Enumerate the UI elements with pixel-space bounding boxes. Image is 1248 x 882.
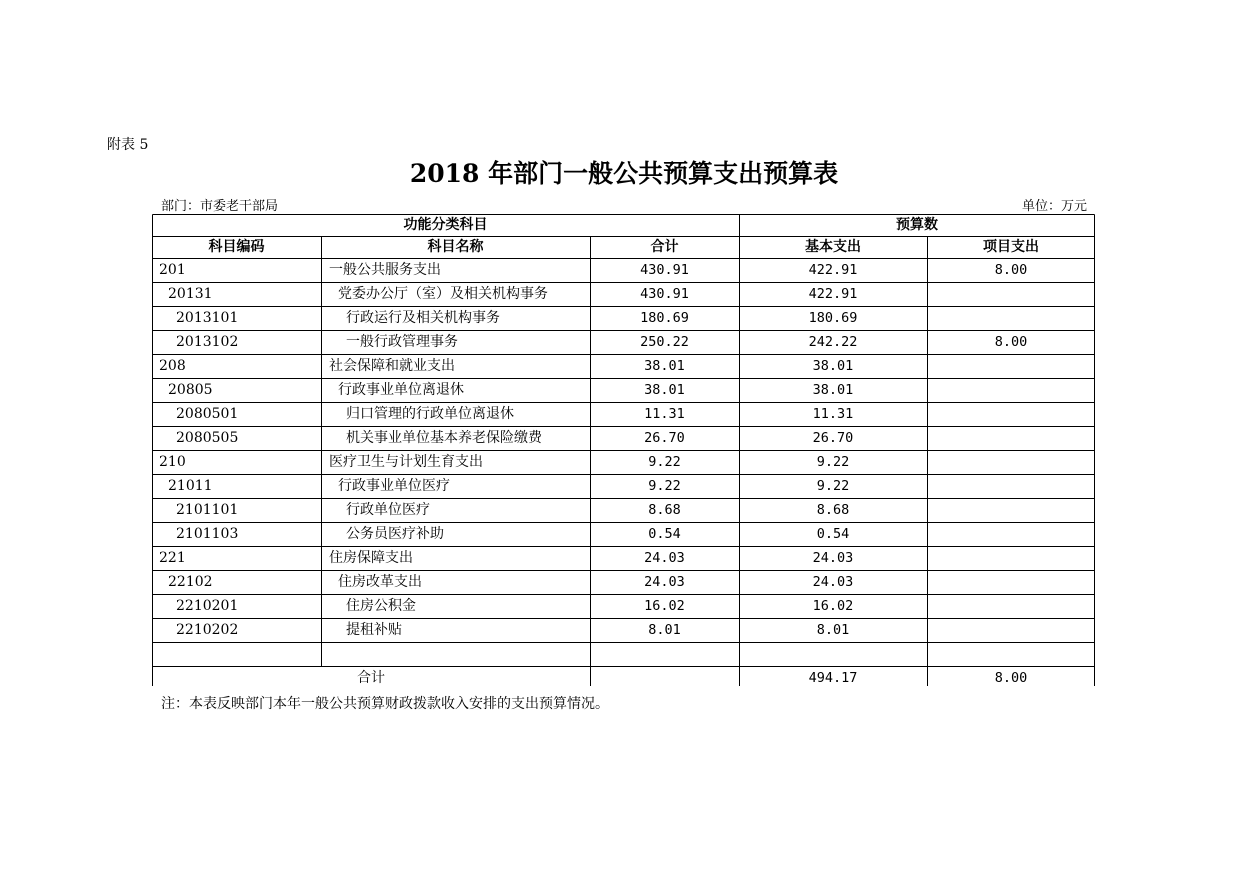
row-code: 2210201 bbox=[176, 598, 239, 614]
row-basic: 422.91 bbox=[808, 262, 858, 278]
row-code: 2013101 bbox=[176, 310, 239, 326]
row-basic: 26.70 bbox=[812, 430, 854, 446]
row-code: 2101103 bbox=[176, 526, 239, 542]
row-name: 一般行政管理事务 bbox=[346, 334, 458, 350]
row-basic: 180.69 bbox=[808, 310, 858, 326]
row-project bbox=[927, 307, 1095, 330]
row-basic: 0.54 bbox=[816, 526, 850, 542]
row-name: 归口管理的行政单位离退休 bbox=[346, 406, 514, 422]
table-note: 注：本表反映部门本年一般公共预算财政拨款收入安排的支出预算情况。 bbox=[161, 696, 609, 712]
row-name: 住房公积金 bbox=[346, 598, 416, 614]
row-name: 行政事业单位医疗 bbox=[338, 478, 450, 494]
row-code: 201 bbox=[159, 262, 186, 278]
row-project bbox=[927, 595, 1095, 618]
row-name: 党委办公厅（室）及相关机构事务 bbox=[338, 286, 548, 302]
row-total: 16.02 bbox=[644, 598, 685, 614]
column-header-basic: 基本支出 bbox=[805, 239, 861, 255]
row-name: 社会保障和就业支出 bbox=[329, 358, 455, 374]
row-total: 180.69 bbox=[640, 310, 689, 326]
row-code: 2210202 bbox=[176, 622, 239, 638]
header-function-classification: 功能分类科目 bbox=[403, 217, 488, 233]
row-project: 8.00 bbox=[994, 262, 1028, 278]
row-total: 430.91 bbox=[640, 262, 689, 278]
page-title: 2018 年部门一般公共预算支出预算表 bbox=[409, 159, 839, 188]
row-total: 24.03 bbox=[644, 550, 685, 566]
row-code: 2101101 bbox=[176, 502, 239, 518]
row-name: 住房改革支出 bbox=[338, 574, 422, 590]
row-code bbox=[159, 643, 321, 666]
row-project bbox=[927, 619, 1095, 642]
row-total: 26.70 bbox=[644, 430, 685, 446]
row-name: 提租补贴 bbox=[346, 622, 402, 638]
row-project bbox=[927, 475, 1095, 498]
row-total: 38.01 bbox=[644, 358, 685, 374]
row-name: 行政事业单位离退休 bbox=[338, 382, 464, 398]
row-total: 8.68 bbox=[648, 502, 681, 518]
row-total: 38.01 bbox=[644, 382, 685, 398]
row-basic: 24.03 bbox=[812, 550, 854, 566]
row-project bbox=[927, 403, 1095, 426]
row-basic: 9.22 bbox=[816, 454, 850, 470]
row-code: 22102 bbox=[168, 574, 213, 590]
row-project bbox=[927, 547, 1095, 570]
column-header-code: 科目编码 bbox=[208, 239, 265, 255]
row-code: 21011 bbox=[168, 478, 213, 494]
row-name bbox=[329, 643, 590, 666]
row-basic: 16.02 bbox=[812, 598, 854, 614]
row-total bbox=[590, 643, 739, 666]
row-name: 行政运行及相关机构事务 bbox=[346, 310, 500, 326]
row-name: 住房保障支出 bbox=[329, 550, 413, 566]
row-total: 250.22 bbox=[640, 334, 689, 350]
row-basic: 8.68 bbox=[816, 502, 850, 518]
row-project bbox=[927, 523, 1095, 546]
row-basic bbox=[739, 643, 927, 666]
row-project bbox=[927, 451, 1095, 474]
row-name: 公务员医疗补助 bbox=[346, 526, 444, 542]
row-code: 210 bbox=[159, 454, 186, 470]
row-project: 8.00 bbox=[994, 334, 1028, 350]
unit-label: 单位：万元 bbox=[1021, 199, 1087, 214]
row-name: 机关事业单位基本养老保险缴费 bbox=[346, 430, 542, 446]
row-code: 2080501 bbox=[176, 406, 239, 422]
row-name: 医疗卫生与计划生育支出 bbox=[329, 454, 483, 470]
row-project bbox=[927, 571, 1095, 594]
row-code: 208 bbox=[159, 358, 186, 374]
footer-total bbox=[590, 667, 739, 690]
row-basic: 8.01 bbox=[816, 622, 850, 638]
row-basic: 24.03 bbox=[812, 574, 854, 590]
footer-project: 8.00 bbox=[994, 670, 1028, 686]
row-project bbox=[927, 355, 1095, 378]
row-code: 20131 bbox=[168, 286, 213, 302]
row-total: 430.91 bbox=[640, 286, 689, 302]
row-basic: 11.31 bbox=[812, 406, 854, 422]
row-project bbox=[927, 643, 1095, 666]
row-project bbox=[927, 283, 1095, 306]
column-header-project: 项目支出 bbox=[983, 239, 1039, 255]
row-code: 2080505 bbox=[176, 430, 239, 446]
row-name: 一般公共服务支出 bbox=[329, 262, 441, 278]
row-code: 2013102 bbox=[176, 334, 239, 350]
row-name: 行政单位医疗 bbox=[346, 502, 430, 518]
header-budget: 预算数 bbox=[896, 217, 938, 233]
row-basic: 38.01 bbox=[812, 382, 854, 398]
row-total: 11.31 bbox=[644, 406, 685, 422]
row-total: 9.22 bbox=[648, 478, 681, 494]
row-total: 9.22 bbox=[648, 454, 681, 470]
column-header-name: 科目名称 bbox=[427, 239, 484, 255]
footer-basic: 494.17 bbox=[808, 670, 858, 686]
row-total: 0.54 bbox=[648, 526, 681, 542]
row-total: 24.03 bbox=[644, 574, 685, 590]
row-basic: 38.01 bbox=[812, 358, 854, 374]
row-project bbox=[927, 379, 1095, 402]
row-project bbox=[927, 427, 1095, 450]
attachment-label: 附表 5 bbox=[107, 137, 149, 153]
row-basic: 422.91 bbox=[808, 286, 858, 302]
budget-table bbox=[152, 214, 1095, 690]
column-header-total: 合计 bbox=[650, 239, 679, 255]
row-project bbox=[927, 499, 1095, 522]
row-code: 221 bbox=[159, 550, 186, 566]
footer-total-label: 合计 bbox=[357, 670, 385, 686]
row-total: 8.01 bbox=[648, 622, 681, 638]
row-code: 20805 bbox=[168, 382, 213, 398]
row-basic: 242.22 bbox=[808, 334, 858, 350]
row-basic: 9.22 bbox=[816, 478, 850, 494]
department-label: 部门：市委老干部局 bbox=[161, 199, 279, 214]
